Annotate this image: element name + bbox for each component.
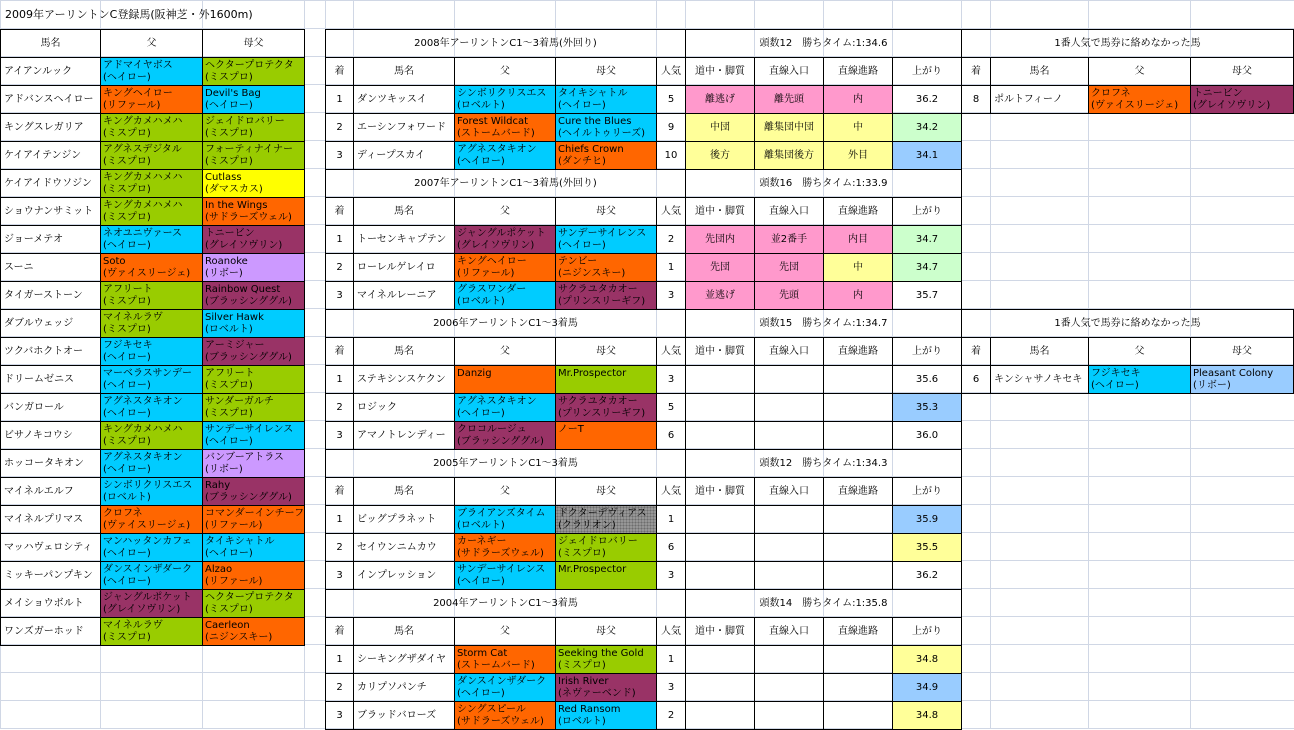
race-running-style[interactable]	[685, 421, 755, 450]
race-running-style[interactable]: 離逃げ	[685, 85, 755, 114]
race-stretch-entry[interactable]	[754, 505, 824, 534]
reg-horse-name[interactable]: ドリームゼニス	[0, 365, 101, 394]
race-running-style[interactable]: 先団	[685, 253, 755, 282]
race-horse-name[interactable]: ブラッドバローズ	[353, 701, 455, 730]
race-finish-pos[interactable]: 1	[325, 85, 354, 114]
race-stretch-path[interactable]	[823, 701, 893, 730]
race-header-7[interactable]: 直線進路	[823, 617, 893, 646]
reg-horse-name[interactable]: アイアンルック	[0, 57, 101, 86]
race-popularity[interactable]: 2	[656, 225, 686, 254]
race-last-3f[interactable]: 36.2	[892, 561, 962, 590]
race-header-6[interactable]: 直線入口	[754, 197, 824, 226]
race-header-7[interactable]: 直線進路	[823, 337, 893, 366]
race-title[interactable]: 2006年アーリントンC1～3着馬	[325, 309, 686, 338]
favorite-horse-damsire[interactable]: Pleasant Colony (リボー)	[1190, 365, 1294, 394]
race-finish-pos[interactable]: 3	[325, 141, 354, 170]
race-horse-sire[interactable]: クロコルージュ (ブラッシンググル)	[454, 421, 556, 450]
race-stretch-entry[interactable]	[754, 533, 824, 562]
race-last-3f[interactable]: 34.8	[892, 701, 962, 730]
race-info[interactable]: 頭数16 勝ちタイム:1:33.9	[685, 169, 962, 198]
race-running-style[interactable]	[685, 393, 755, 422]
race-header-6[interactable]: 直線入口	[754, 617, 824, 646]
race-horse-damsire[interactable]: テンビー (ニジンスキー)	[555, 253, 657, 282]
race-header-5[interactable]: 道中・脚質	[685, 57, 755, 86]
race-stretch-entry[interactable]: 先団	[754, 253, 824, 282]
favorite-horse-damsire[interactable]: トニービン (グレイソヴリン)	[1190, 85, 1294, 114]
race-last-3f[interactable]: 35.9	[892, 505, 962, 534]
reg-horse-sire[interactable]: ジャングルポケット (グレイソヴリン)	[100, 589, 203, 618]
race-horse-sire[interactable]: シングスピール (サドラーズウェル)	[454, 701, 556, 730]
race-last-3f[interactable]: 35.5	[892, 533, 962, 562]
race-horse-sire[interactable]: Danzig	[454, 365, 556, 394]
race-horse-name[interactable]: エーシンフォワード	[353, 113, 455, 142]
race-header-4[interactable]: 人気	[656, 57, 686, 86]
race-finish-pos[interactable]: 3	[325, 281, 354, 310]
reg-horse-damsire[interactable]: フォーティナイナー (ミスプロ)	[202, 141, 305, 170]
reg-horse-sire[interactable]: シンボリクリスエス (ロベルト)	[100, 477, 203, 506]
race-info[interactable]: 頭数15 勝ちタイム:1:34.7	[685, 309, 962, 338]
race-stretch-entry[interactable]	[754, 365, 824, 394]
reg-horse-sire[interactable]: マーベラスサンデー (ヘイロー)	[100, 365, 203, 394]
reg-horse-damsire[interactable]: ヘクタープロテクタ (ミスプロ)	[202, 589, 305, 618]
reg-horse-sire[interactable]: キングヘイロー (リファール)	[100, 85, 203, 114]
race-horse-sire[interactable]: ダンスインザダーク (ヘイロー)	[454, 673, 556, 702]
race-header-0[interactable]: 着	[325, 197, 354, 226]
favorite-horse-name[interactable]: キンシャサノキセキ	[990, 365, 1089, 394]
race-title[interactable]: 2008年アーリントンC1～3着馬(外回り)	[325, 29, 686, 58]
race-stretch-path[interactable]	[823, 505, 893, 534]
race-finish-pos[interactable]: 1	[325, 365, 354, 394]
favorite-title[interactable]: 1番人気で馬券に絡めなかった馬	[961, 29, 1294, 58]
race-header-8[interactable]: 上がり	[892, 57, 962, 86]
reg-horse-sire[interactable]: キングカメハメハ (ミスプロ)	[100, 169, 203, 198]
race-popularity[interactable]: 1	[656, 645, 686, 674]
favorite-header-1[interactable]: 馬名	[990, 337, 1089, 366]
race-popularity[interactable]: 9	[656, 113, 686, 142]
race-stretch-entry[interactable]	[754, 421, 824, 450]
race-finish-pos[interactable]: 3	[325, 561, 354, 590]
race-finish-pos[interactable]: 2	[325, 113, 354, 142]
race-horse-sire[interactable]: キングヘイロー (リファール)	[454, 253, 556, 282]
race-header-2[interactable]: 父	[454, 197, 556, 226]
race-stretch-path[interactable]: 内	[823, 85, 893, 114]
race-stretch-path[interactable]	[823, 393, 893, 422]
race-header-0[interactable]: 着	[325, 477, 354, 506]
race-running-style[interactable]: 後方	[685, 141, 755, 170]
race-popularity[interactable]: 6	[656, 533, 686, 562]
race-popularity[interactable]: 3	[656, 365, 686, 394]
race-header-8[interactable]: 上がり	[892, 477, 962, 506]
race-header-0[interactable]: 着	[325, 337, 354, 366]
race-last-3f[interactable]: 35.6	[892, 365, 962, 394]
race-header-6[interactable]: 直線入口	[754, 477, 824, 506]
favorite-finish-pos[interactable]: 6	[961, 365, 991, 394]
race-running-style[interactable]	[685, 561, 755, 590]
reg-horse-sire[interactable]: ダンスインザダーク (ヘイロー)	[100, 561, 203, 590]
reg-horse-name[interactable]: ダブルウェッジ	[0, 309, 101, 338]
race-stretch-entry[interactable]	[754, 561, 824, 590]
race-last-3f[interactable]: 34.7	[892, 253, 962, 282]
race-horse-name[interactable]: シーキングザダイヤ	[353, 645, 455, 674]
reg-horse-sire[interactable]: フジキセキ (ヘイロー)	[100, 337, 203, 366]
race-horse-name[interactable]: ダンツキッスイ	[353, 85, 455, 114]
race-header-4[interactable]: 人気	[656, 477, 686, 506]
race-horse-name[interactable]: アマノトレンディー	[353, 421, 455, 450]
reg-horse-damsire[interactable]: バンブーアトラス (リボー)	[202, 449, 305, 478]
race-header-7[interactable]: 直線進路	[823, 57, 893, 86]
race-horse-sire[interactable]: ブライアンズタイム (ロベルト)	[454, 505, 556, 534]
race-popularity[interactable]: 5	[656, 85, 686, 114]
race-header-5[interactable]: 道中・脚質	[685, 617, 755, 646]
reg-horse-sire[interactable]: ネオユニヴァース (ヘイロー)	[100, 225, 203, 254]
favorite-header-3[interactable]: 母父	[1190, 57, 1294, 86]
favorite-horse-name[interactable]: ポルトフィーノ	[990, 85, 1089, 114]
race-horse-name[interactable]: マイネルレーニア	[353, 281, 455, 310]
race-header-5[interactable]: 道中・脚質	[685, 197, 755, 226]
race-last-3f[interactable]: 35.7	[892, 281, 962, 310]
favorite-header-2[interactable]: 父	[1088, 337, 1191, 366]
reg-horse-name[interactable]: マイネルエルフ	[0, 477, 101, 506]
reg-horse-name[interactable]: ワンズガーホッド	[0, 617, 101, 646]
reg-horse-name[interactable]: ツクバホクトオー	[0, 337, 101, 366]
reg-horse-sire[interactable]: キングカメハメハ (ミスプロ)	[100, 113, 203, 142]
race-header-1[interactable]: 馬名	[353, 617, 455, 646]
race-header-0[interactable]: 着	[325, 617, 354, 646]
race-finish-pos[interactable]: 3	[325, 421, 354, 450]
race-stretch-entry[interactable]: 離集団中団	[754, 113, 824, 142]
race-finish-pos[interactable]: 2	[325, 253, 354, 282]
reg-horse-name[interactable]: メイショウボルト	[0, 589, 101, 618]
race-horse-damsire[interactable]: サクラユタカオー (プリンスリーギフ)	[555, 281, 657, 310]
reg-horse-damsire[interactable]: Cutlass (ダマスカス)	[202, 169, 305, 198]
reg-horse-damsire[interactable]: トニービン (グレイソヴリン)	[202, 225, 305, 254]
race-running-style[interactable]: 並逃げ	[685, 281, 755, 310]
race-header-2[interactable]: 父	[454, 57, 556, 86]
race-running-style[interactable]	[685, 533, 755, 562]
reg-horse-damsire[interactable]: Rainbow Quest (ブラッシンググル)	[202, 281, 305, 310]
race-header-3[interactable]: 母父	[555, 337, 657, 366]
race-horse-sire[interactable]: アグネスタキオン (ヘイロー)	[454, 393, 556, 422]
race-finish-pos[interactable]: 1	[325, 645, 354, 674]
race-header-5[interactable]: 道中・脚質	[685, 337, 755, 366]
race-horse-damsire[interactable]: Mr.Prospector	[555, 561, 657, 590]
race-popularity[interactable]: 3	[656, 561, 686, 590]
race-stretch-path[interactable]	[823, 533, 893, 562]
race-stretch-path[interactable]: 中	[823, 253, 893, 282]
race-stretch-path[interactable]: 内目	[823, 225, 893, 254]
reg-horse-damsire[interactable]: In the Wings (サドラーズウェル)	[202, 197, 305, 226]
race-horse-name[interactable]: カリプソパンチ	[353, 673, 455, 702]
reg-horse-sire[interactable]: キングカメハメハ (ミスプロ)	[100, 421, 203, 450]
race-info[interactable]: 頭数12 勝ちタイム:1:34.6	[685, 29, 962, 58]
race-finish-pos[interactable]: 2	[325, 673, 354, 702]
reg-horse-sire[interactable]: アドマイヤボス (ヘイロー)	[100, 57, 203, 86]
reg-horse-sire[interactable]: クロフネ (ヴァイスリージェ)	[100, 505, 203, 534]
race-horse-damsire[interactable]: ドクターデヴィアス (クラリオン)	[555, 505, 657, 534]
reg-horse-sire[interactable]: アグネスデジタル (ミスプロ)	[100, 141, 203, 170]
reg-header-0[interactable]: 馬名	[0, 29, 101, 58]
race-header-8[interactable]: 上がり	[892, 197, 962, 226]
race-popularity[interactable]: 3	[656, 281, 686, 310]
reg-horse-damsire[interactable]: アーミジャー (ブラッシンググル)	[202, 337, 305, 366]
reg-horse-name[interactable]: ジョーメテオ	[0, 225, 101, 254]
race-horse-name[interactable]: ロジック	[353, 393, 455, 422]
sheet-title: 2009年アーリントンC登録馬(阪神芝・外1600m)	[5, 7, 253, 21]
race-last-3f[interactable]: 35.3	[892, 393, 962, 422]
favorite-finish-pos[interactable]: 8	[961, 85, 991, 114]
race-header-3[interactable]: 母父	[555, 617, 657, 646]
race-header-2[interactable]: 父	[454, 477, 556, 506]
race-header-5[interactable]: 道中・脚質	[685, 477, 755, 506]
reg-horse-damsire[interactable]: アフリート (ミスプロ)	[202, 365, 305, 394]
race-header-0[interactable]: 着	[325, 57, 354, 86]
race-finish-pos[interactable]: 1	[325, 505, 354, 534]
race-finish-pos[interactable]: 2	[325, 393, 354, 422]
reg-horse-damsire[interactable]: サンダーガルチ (ミスプロ)	[202, 393, 305, 422]
race-last-3f[interactable]: 36.2	[892, 85, 962, 114]
race-finish-pos[interactable]: 2	[325, 533, 354, 562]
race-horse-name[interactable]: ステキシンスケクン	[353, 365, 455, 394]
race-header-3[interactable]: 母父	[555, 57, 657, 86]
reg-horse-sire[interactable]: アフリート (ミスプロ)	[100, 281, 203, 310]
race-horse-damsire[interactable]: Cure the Blues (ヘイルトゥリーズ)	[555, 113, 657, 142]
race-running-style[interactable]	[685, 701, 755, 730]
race-header-6[interactable]: 直線入口	[754, 57, 824, 86]
reg-horse-sire[interactable]: キングカメハメハ (ミスプロ)	[100, 197, 203, 226]
reg-horse-sire[interactable]: アグネスタキオン (ヘイロー)	[100, 449, 203, 478]
race-horse-sire[interactable]: Storm Cat (ストームバード)	[454, 645, 556, 674]
race-last-3f[interactable]: 34.1	[892, 141, 962, 170]
reg-horse-sire[interactable]: Soto (ヴァイスリージェ)	[100, 253, 203, 282]
race-header-7[interactable]: 直線進路	[823, 197, 893, 226]
race-horse-sire[interactable]: カーネギー (サドラーズウェル)	[454, 533, 556, 562]
reg-horse-sire[interactable]: マイネルラヴ (ミスプロ)	[100, 309, 203, 338]
race-stretch-entry[interactable]: 並2番手	[754, 225, 824, 254]
reg-horse-damsire[interactable]: ヘクタープロテクタ (ミスプロ)	[202, 57, 305, 86]
race-finish-pos[interactable]: 3	[325, 701, 354, 730]
race-stretch-path[interactable]: 外目	[823, 141, 893, 170]
reg-horse-name[interactable]: アドバンスヘイロー	[0, 85, 101, 114]
race-running-style[interactable]: 先団内	[685, 225, 755, 254]
race-running-style[interactable]	[685, 365, 755, 394]
race-last-3f[interactable]: 34.9	[892, 673, 962, 702]
race-header-3[interactable]: 母父	[555, 477, 657, 506]
race-popularity[interactable]: 6	[656, 421, 686, 450]
reg-horse-name[interactable]: ショウナンサミット	[0, 197, 101, 226]
race-info[interactable]: 頭数12 勝ちタイム:1:34.3	[685, 449, 962, 478]
race-horse-name[interactable]: ローレルゲレイロ	[353, 253, 455, 282]
race-header-1[interactable]: 馬名	[353, 337, 455, 366]
race-popularity[interactable]: 3	[656, 673, 686, 702]
race-header-2[interactable]: 父	[454, 337, 556, 366]
reg-horse-name[interactable]: タイガーストーン	[0, 281, 101, 310]
race-info[interactable]: 頭数14 勝ちタイム:1:35.8	[685, 589, 962, 618]
race-running-style[interactable]	[685, 505, 755, 534]
race-last-3f[interactable]: 34.7	[892, 225, 962, 254]
reg-horse-name[interactable]: ホッコータキオン	[0, 449, 101, 478]
race-stretch-path[interactable]	[823, 561, 893, 590]
race-horse-sire[interactable]: ジャングルポケット (グレイソヴリン)	[454, 225, 556, 254]
race-horse-sire[interactable]: Forest Wildcat (ストームバード)	[454, 113, 556, 142]
favorite-header-0[interactable]: 着	[961, 57, 991, 86]
reg-horse-name[interactable]: ビサノキコウシ	[0, 421, 101, 450]
race-stretch-path[interactable]	[823, 673, 893, 702]
race-horse-sire[interactable]: アグネスタキオン (ヘイロー)	[454, 141, 556, 170]
race-stretch-entry[interactable]	[754, 393, 824, 422]
race-horse-damsire[interactable]: Irish River (ネヴァーベンド)	[555, 673, 657, 702]
race-header-8[interactable]: 上がり	[892, 617, 962, 646]
reg-horse-damsire[interactable]: Rahy (ブラッシンググル)	[202, 477, 305, 506]
race-popularity[interactable]: 10	[656, 141, 686, 170]
race-header-3[interactable]: 母父	[555, 197, 657, 226]
race-stretch-entry[interactable]	[754, 701, 824, 730]
race-popularity[interactable]: 5	[656, 393, 686, 422]
race-stretch-path[interactable]	[823, 421, 893, 450]
race-horse-name[interactable]: セイウンニムカウ	[353, 533, 455, 562]
race-horse-name[interactable]: ディープスカイ	[353, 141, 455, 170]
race-last-3f[interactable]: 34.2	[892, 113, 962, 142]
race-horse-damsire[interactable]: Mr.Prospector	[555, 365, 657, 394]
race-last-3f[interactable]: 36.0	[892, 421, 962, 450]
race-horse-name[interactable]: ビッグプラネット	[353, 505, 455, 534]
reg-horse-name[interactable]: ミッキーパンプキン	[0, 561, 101, 590]
race-horse-damsire[interactable]: サンデーサイレンス (ヘイロー)	[555, 225, 657, 254]
race-horse-sire[interactable]: サンデーサイレンス (ヘイロー)	[454, 561, 556, 590]
reg-horse-name[interactable]: キングスレガリア	[0, 113, 101, 142]
race-stretch-entry[interactable]	[754, 673, 824, 702]
race-header-2[interactable]: 父	[454, 617, 556, 646]
race-horse-damsire[interactable]: ジェイドロバリー (ミスプロ)	[555, 533, 657, 562]
race-running-style[interactable]	[685, 645, 755, 674]
favorite-horse-sire[interactable]: フジキセキ (ヘイロー)	[1088, 365, 1191, 394]
reg-horse-damsire[interactable]: Roanoke (リボー)	[202, 253, 305, 282]
race-horse-name[interactable]: トーセンキャプテン	[353, 225, 455, 254]
reg-horse-damsire[interactable]: Devil's Bag (ヘイロー)	[202, 85, 305, 114]
race-stretch-path[interactable]: 内	[823, 281, 893, 310]
race-horse-damsire[interactable]: Red Ransom (ロベルト)	[555, 701, 657, 730]
reg-horse-name[interactable]: スーニ	[0, 253, 101, 282]
race-popularity[interactable]: 2	[656, 701, 686, 730]
reg-horse-damsire[interactable]: サンデーサイレンス (ヘイロー)	[202, 421, 305, 450]
race-stretch-entry[interactable]: 離先頭	[754, 85, 824, 114]
race-horse-damsire[interactable]: サクラユタカオー (プリンスリーギフ)	[555, 393, 657, 422]
reg-horse-damsire[interactable]: コマンダーインチーフ (リファール)	[202, 505, 305, 534]
race-header-6[interactable]: 直線入口	[754, 337, 824, 366]
race-title[interactable]: 2005年アーリントンC1～3着馬	[325, 449, 686, 478]
reg-horse-name[interactable]: バンガロール	[0, 393, 101, 422]
reg-horse-sire[interactable]: マイネルラヴ (ミスプロ)	[100, 617, 203, 646]
race-horse-damsire[interactable]: タイキシャトル (ヘイロー)	[555, 85, 657, 114]
reg-horse-name[interactable]: マイネルプリマス	[0, 505, 101, 534]
reg-horse-damsire[interactable]: Silver Hawk (ロベルト)	[202, 309, 305, 338]
reg-header-2[interactable]: 母父	[202, 29, 305, 58]
race-header-1[interactable]: 馬名	[353, 477, 455, 506]
race-last-3f[interactable]: 34.8	[892, 645, 962, 674]
favorite-header-3[interactable]: 母父	[1190, 337, 1294, 366]
race-popularity[interactable]: 1	[656, 253, 686, 282]
race-header-4[interactable]: 人気	[656, 197, 686, 226]
race-header-4[interactable]: 人気	[656, 617, 686, 646]
race-horse-sire[interactable]: グラスワンダー (ロベルト)	[454, 281, 556, 310]
race-title[interactable]: 2007年アーリントンC1～3着馬(外回り)	[325, 169, 686, 198]
race-stretch-path[interactable]	[823, 365, 893, 394]
favorite-header-2[interactable]: 父	[1088, 57, 1191, 86]
favorite-header-1[interactable]: 馬名	[990, 57, 1089, 86]
reg-horse-sire[interactable]: マンハッタンカフェ (ヘイロー)	[100, 533, 203, 562]
race-horse-damsire[interactable]: Chiefs Crown (ダンチヒ)	[555, 141, 657, 170]
race-popularity[interactable]: 1	[656, 505, 686, 534]
race-title[interactable]: 2004年アーリントンC1～3着馬	[325, 589, 686, 618]
race-horse-damsire[interactable]: ノーT	[555, 421, 657, 450]
reg-horse-name[interactable]: マッハヴェロシティ	[0, 533, 101, 562]
reg-horse-sire[interactable]: アグネスタキオン (ヘイロー)	[100, 393, 203, 422]
reg-horse-damsire[interactable]: タイキシャトル (ヘイロー)	[202, 533, 305, 562]
race-horse-name[interactable]: インプレッション	[353, 561, 455, 590]
reg-horse-damsire[interactable]: Caerleon (ニジンスキー)	[202, 617, 305, 646]
race-header-1[interactable]: 馬名	[353, 197, 455, 226]
race-header-4[interactable]: 人気	[656, 337, 686, 366]
reg-horse-name[interactable]: ケイアイテンジン	[0, 141, 101, 170]
reg-header-1[interactable]: 父	[100, 29, 203, 58]
race-running-style[interactable]: 中団	[685, 113, 755, 142]
race-header-7[interactable]: 直線進路	[823, 477, 893, 506]
race-stretch-entry[interactable]	[754, 645, 824, 674]
race-horse-sire[interactable]: シンボリクリスエス (ロベルト)	[454, 85, 556, 114]
race-running-style[interactable]	[685, 673, 755, 702]
reg-horse-damsire[interactable]: Alzao (リファール)	[202, 561, 305, 590]
favorite-title[interactable]: 1番人気で馬券に絡めなかった馬	[961, 309, 1294, 338]
reg-horse-name[interactable]: ケイアイドウソジン	[0, 169, 101, 198]
race-header-8[interactable]: 上がり	[892, 337, 962, 366]
race-stretch-path[interactable]: 中	[823, 113, 893, 142]
favorite-header-0[interactable]: 着	[961, 337, 991, 366]
race-stretch-entry[interactable]: 離集団後方	[754, 141, 824, 170]
favorite-horse-sire[interactable]: クロフネ (ヴァイスリージェ)	[1088, 85, 1191, 114]
race-stretch-path[interactable]	[823, 645, 893, 674]
race-stretch-entry[interactable]: 先頭	[754, 281, 824, 310]
race-horse-damsire[interactable]: Seeking the Gold (ミスプロ)	[555, 645, 657, 674]
reg-horse-damsire[interactable]: ジェイドロバリー (ミスプロ)	[202, 113, 305, 142]
race-header-1[interactable]: 馬名	[353, 57, 455, 86]
race-finish-pos[interactable]: 1	[325, 225, 354, 254]
